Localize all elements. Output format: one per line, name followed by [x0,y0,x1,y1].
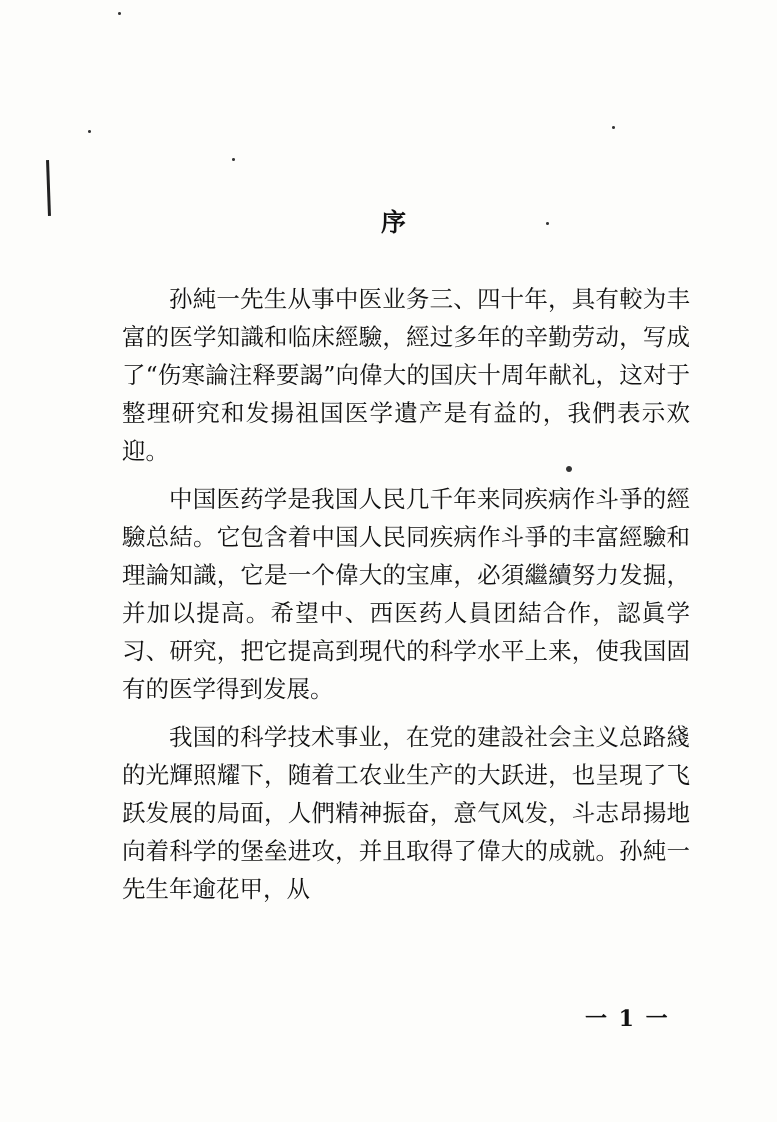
paragraph: 我国的科学技术事业，在党的建設社会主义总路綫的光輝照耀下，随着工农业生产的大跃进，也呈現了飞跃发展的局面，人們精神振奋，意气风发，斗志昂揚地向着科学的堡垒进攻，并且取得了偉大的成就。孙純一先生年逾花甲，从 [122,723,690,903]
scan-speck [88,130,91,133]
paragraph: 中国医药学是我国人民几千年来同疾病作斗爭的經驗总結。它包含着中国人民同疾病作斗爭的丰富經驗和理論知識，它是一个偉大的宝庫，必須繼續努力发掘，并加以提高。希望中、西医药人員团結合作，認眞学习、研究，把它提高到現代的科学水平上来，使我国固有的医学得到发展。 [122,485,690,703]
scan-speck [232,158,235,161]
scan-speck [546,222,549,225]
margin-mark [46,160,51,216]
page-title: 序 [381,208,407,237]
scan-speck [118,12,121,15]
body-text [122,280,690,908]
scan-speck [612,126,615,129]
page-number: 一 1 一 [585,1006,670,1032]
paragraph: 孙純一先生从事中医业务三、四十年，具有較为丰富的医学知識和临床經驗，經过多年的辛勤劳动，写成了“伤寒論注释要謁”向偉大的国庆十周年献礼，这对于整理研究和发揚祖国医学遺产是有益的，我們表示欢迎。 [122,285,690,465]
